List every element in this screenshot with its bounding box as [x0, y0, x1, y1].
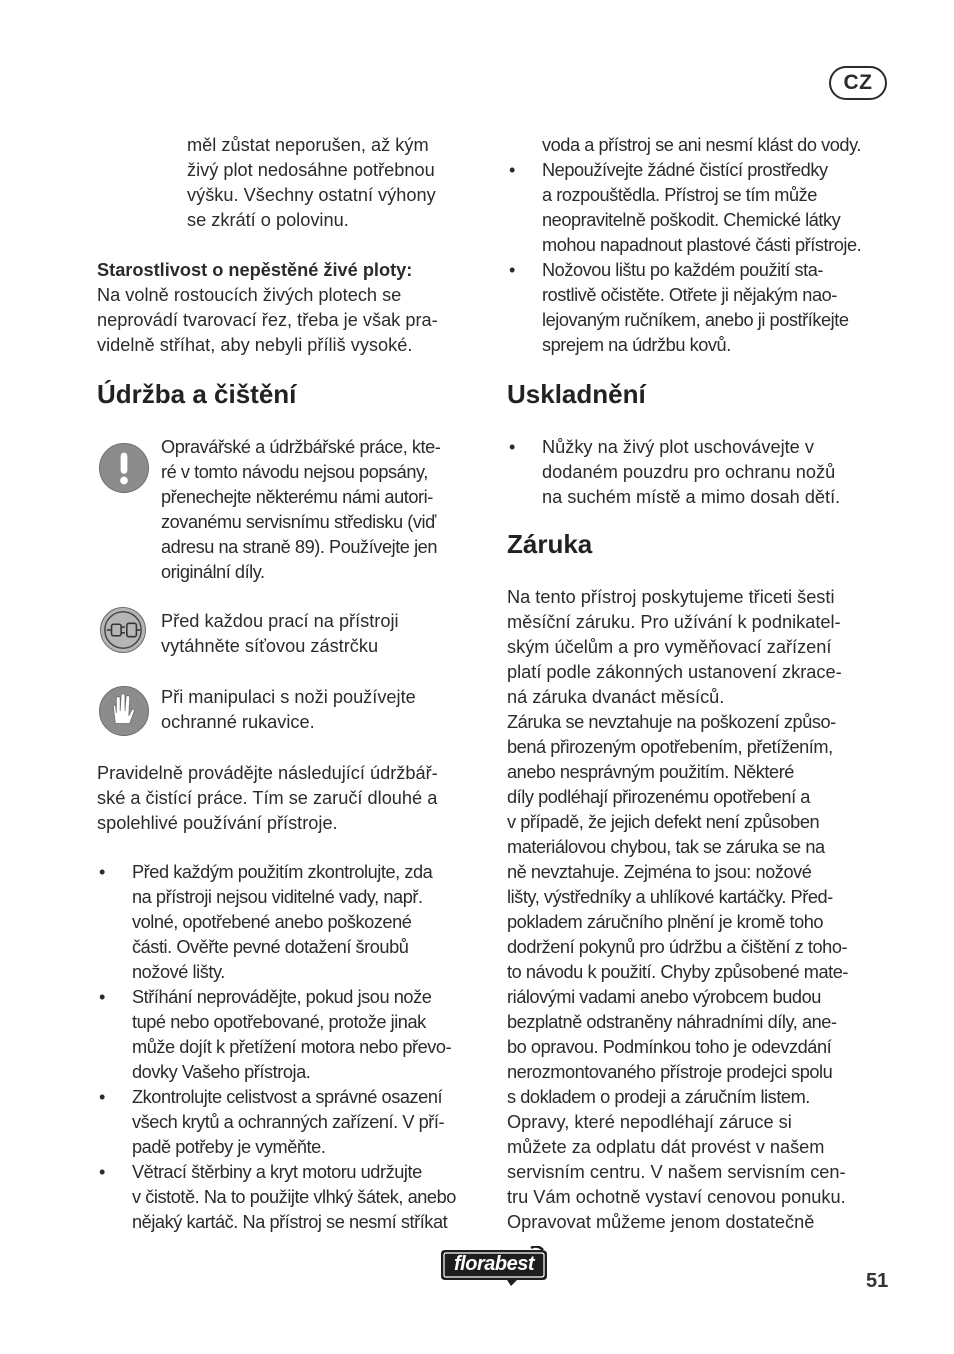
storage-bullet-list — [507, 435, 895, 510]
text-line: ochranné rukavice. — [161, 712, 315, 732]
text-line: měl zůstat neporušen, až kým — [187, 135, 429, 155]
list-item — [97, 1085, 492, 1160]
text-line: rostlivě očistěte. Otřete ji nějakým nao- — [542, 285, 837, 305]
list-item — [97, 860, 492, 985]
text-line: díly podléhají přirozenému opotřebení a — [507, 787, 810, 807]
text-line: to návodu k použití. Chyby způsobené mate- — [507, 962, 849, 982]
brand-name: florabest — [454, 1253, 534, 1275]
text-line: ně nevztahuje. Zejména to jsou: nožové — [507, 862, 812, 882]
text-line: • Zkontrolujte celistvost a správné osazení — [132, 1087, 443, 1107]
page-number: 51 — [866, 1270, 889, 1292]
text-line: Při manipulaci s noži používejte — [161, 687, 416, 707]
list-item — [507, 158, 895, 258]
gloves-icon — [99, 686, 149, 736]
exclamation-icon — [99, 443, 149, 493]
text-line: a rozpouštědla. Přístroj se tím může — [542, 185, 817, 205]
continued-text: voda a přístroj se ani nesmí klást do vody. — [542, 135, 861, 155]
maintenance-bullet-list — [97, 860, 492, 1235]
text-line: můžete za odplatu dát provést v našem — [507, 1137, 825, 1157]
warranty-paragraph — [507, 585, 899, 1235]
text-line: • Nožovou lištu po každém použití sta- — [542, 260, 824, 280]
text-line: se zkrátí o polovinu. — [187, 210, 349, 230]
text-line: na přístroji nejsou viditelné vady, např. — [132, 887, 423, 907]
text-line: ským účelům a pro vyměňovací zařízení — [507, 637, 832, 657]
text-line: vytáhněte síťovou zástrčku — [161, 636, 379, 656]
text-line: volné, opotřebené anebo poškozené — [132, 912, 412, 932]
text-line: s dokladem o prodeji a záručním listem. — [507, 1087, 810, 1107]
text-line: servisním centru. V našem servisním cen- — [507, 1162, 846, 1182]
text-line: bená přirozeným opotřebením, přetížením, — [507, 737, 833, 757]
text-line: • Stříhání neprovádějte, pokud jsou nože — [132, 987, 432, 1007]
list-item — [507, 435, 895, 510]
text-line: adresu na straně 89). Používejte jen — [161, 537, 437, 557]
text-line: • Nůžky na živý plot uschovávejte v — [542, 437, 814, 457]
repair-warning — [161, 435, 491, 585]
text-line: Opravářské a údržbářské práce, kte- — [161, 437, 441, 457]
text-line: spolehlivé používání přístroje. — [97, 813, 338, 833]
text-line: anebo nesprávným použitím. Některé — [507, 762, 794, 782]
text-line: přenechejte některému námi autori- — [161, 487, 433, 507]
storage-heading: Uskladnění — [507, 379, 646, 409]
text-line: na suchém místě a mimo dosah dětí. — [542, 487, 841, 507]
text-line: Opravovat můžeme jenom dostatečně — [507, 1212, 815, 1232]
text-line: části. Ověřte pevné dotažení šroubů — [132, 937, 409, 957]
text-line: platí podle zákonných ustanovení zkrace- — [507, 662, 842, 682]
text-line: riálovými vadami anebo výrobcem budou — [507, 987, 821, 1007]
text-line: měsíční záruku. Pro užívání k podnikatel- — [507, 612, 841, 632]
text-line: Opravy, které nepodléhají záruce si — [507, 1112, 792, 1132]
text-line: v případě, že jejich defekt není způsoben — [507, 812, 820, 832]
text-line: ná záruka dvanáct měsíců. — [507, 687, 725, 707]
text-line: může dojít k přetížení motora nebo převo- — [132, 1037, 452, 1057]
unplug-instruction — [161, 609, 491, 659]
text-line: pokladem záručního plnění je kromě toho — [507, 912, 824, 932]
text-line: Na tento přístroj poskytujeme třiceti šesti — [507, 587, 835, 607]
text-line: Záruka se nevztahuje na poškození způso- — [507, 712, 836, 732]
text-line: lejovaným ručníkem, anebo ji postříkejte — [542, 310, 849, 330]
text-line: Před každou prací na přístroji — [161, 611, 399, 631]
text-line: Na volně rostoucích živých plotech se — [97, 285, 402, 305]
text-line: všech krytů a ochranných zařízení. V pří- — [132, 1112, 445, 1132]
text-line: nerozmontovaného přístroje prodejci spolu — [507, 1062, 833, 1082]
text-line: mohou napadnout plastové části přístroje. — [542, 235, 862, 255]
text-line: • Větrací štěrbiny a kryt motoru udržujte — [132, 1162, 422, 1182]
regular-maintenance-paragraph — [97, 761, 492, 836]
text-line: dodaném pouzdru pro ochranu nožů — [542, 462, 836, 482]
list-item — [97, 985, 492, 1085]
brand-logo — [437, 1246, 551, 1293]
list-item — [97, 1160, 492, 1235]
text-line: bezplatně odstraněny náhradními díly, ane- — [507, 1012, 837, 1032]
text-line: dovky Vašeho přístroja. — [132, 1062, 311, 1082]
language-badge: CZ — [829, 66, 887, 100]
text-line: dodržení pokynů pro údržbu a čištění z toho- — [507, 937, 848, 957]
text-line: videlně stříhat, aby nebyli příliš vysoké. — [97, 335, 413, 355]
text-line: originální díly. — [161, 562, 265, 582]
cleaning-bullet-list — [507, 158, 895, 358]
text-line: nožové lišty. — [132, 962, 225, 982]
text-line: materiálovou chybou, tak se záruka se na — [507, 837, 825, 857]
text-line: • Nepoužívejte žádné čistící prostředky — [542, 160, 828, 180]
gloves-instruction — [161, 685, 491, 735]
text-line: ré v tomto návodu nejsou popsány, — [161, 462, 428, 482]
maintenance-heading: Údržba a čištění — [97, 379, 297, 409]
intro-paragraph — [187, 133, 487, 233]
text-line: • Před každým použitím zkontrolujte, zda — [132, 862, 433, 882]
text-line: výšku. Všechny ostatní výhony — [187, 185, 436, 205]
text-line: padě potřeby je vyměňte. — [132, 1137, 326, 1157]
text-line: neprovádí tvarovací řez, třeba je však pra- — [97, 310, 438, 330]
text-line: bo opravou. Podmínkou toho je odevzdání — [507, 1037, 832, 1057]
text-line: sprejem na údržbu kovů. — [542, 335, 731, 355]
text-line: živý plot nedosáhne potřebnou — [187, 160, 435, 180]
warranty-heading: Záruka — [507, 529, 593, 559]
text-line: zovanému servisnímu středisku (viď — [161, 512, 436, 532]
text-line: Pravidelně provádějte následující údržbář- — [97, 763, 438, 783]
unplug-icon — [100, 607, 146, 653]
text-line: nějaký kartáč. Na přístroj se nesmí stříkat — [132, 1212, 448, 1232]
text-line: ské a čistící práce. Tím se zaručí dlouhé a — [97, 788, 438, 808]
care-title: Starostlivost o nepěstěné živé ploty: — [97, 260, 413, 280]
care-paragraph — [97, 258, 487, 358]
text-line: tru Vám ochotně vystaví cenovou ponuku. — [507, 1187, 846, 1207]
text-line: neopravitelně poškodit. Chemické látky — [542, 210, 841, 230]
text-line: lišty, výstředníky a uhlíkové kartáčky. Před- — [507, 887, 833, 907]
text-line: v čistotě. Na to použijte vlhký šátek, anebo — [132, 1187, 456, 1207]
text-line: tupé nebo opotřebované, protože jinak — [132, 1012, 426, 1032]
list-item — [507, 258, 895, 358]
